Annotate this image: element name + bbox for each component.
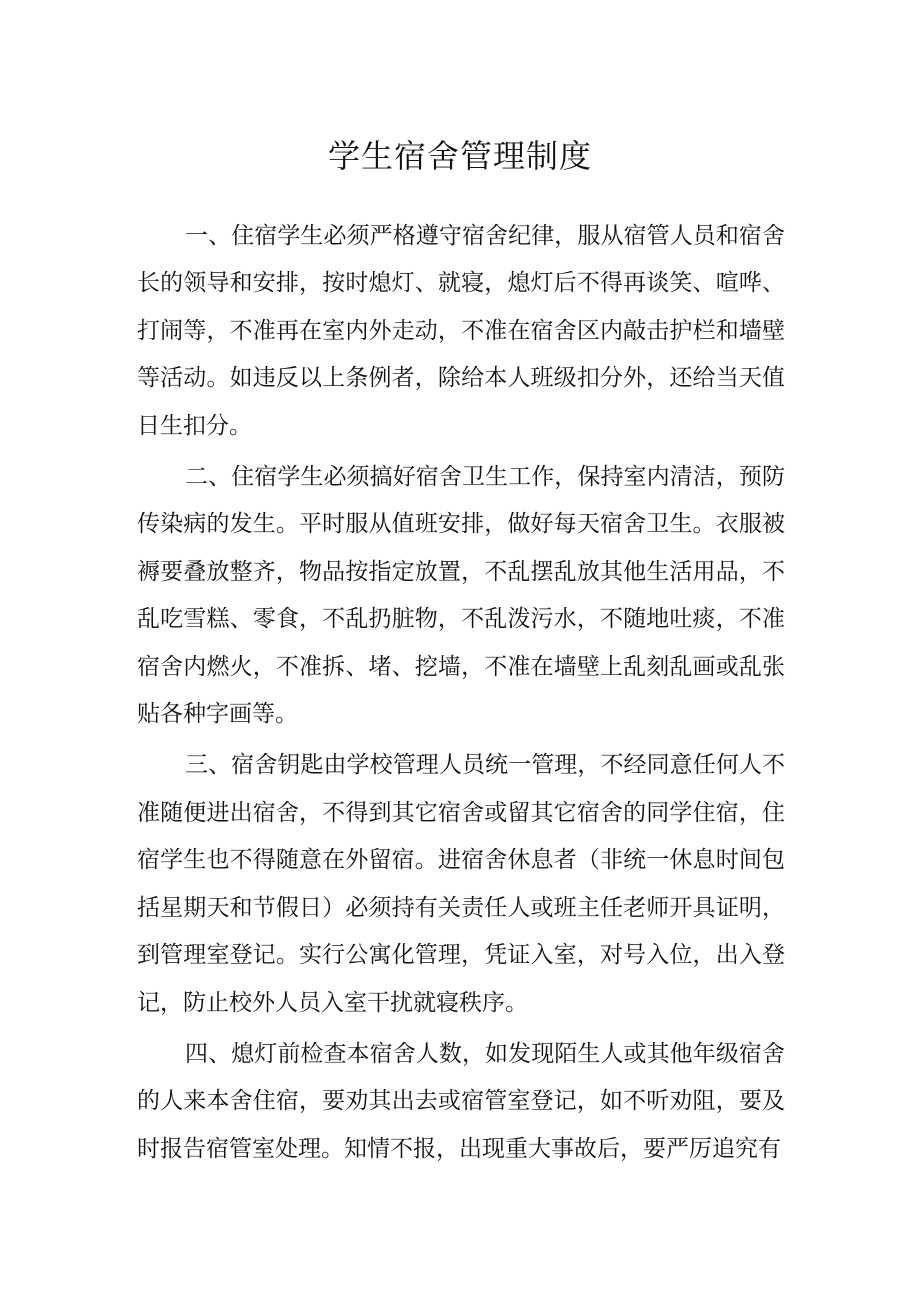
rule-paragraph-1: 一、住宿学生必须严格遵守宿舍纪律，服从宿管人员和宿舍长的领导和安排，按时熄灯、就寝，熄灯后不得再谈笑、喧哗、打闹等，不准再在室内外走动，不准在宿舍区内敲击护栏和墙壁等活动。如违反以上条例者，除给本人班级扣分外，还给当天值日生扣分。 [137, 223, 785, 439]
rule-paragraph-4: 四、熄灯前检查本宿舍人数，如发现陌生人或其他年级宿舍的人来本舍住宿，要劝其出去或宿管室登记，如不听劝阻，要及时报告宿管室处理。知情不报，出现重大事故后，要严厉追究有 [137, 1040, 785, 1162]
document-body [137, 213, 785, 1177]
rule-paragraph-3: 三、宿舍钥匙由学校管理人员统一管理，不经同意任何人不准随便进出宿舍，不得到其它宿舍或留其它宿舍的同学住宿，住宿学生也不得随意在外留宿。进宿舍休息者（非统一休息时间包括星期天和节假日）必须持有关责任人或班主任老师开具证明，到管理室登记。实行公寓化管理，凭证入室，对号入位，出入登记，防止校外人员入室干扰就寝秩序。 [137, 752, 785, 1016]
document-title: 学生宿舍管理制度 [327, 137, 592, 175]
rule-paragraph-2: 二、住宿学生必须搞好宿舍卫生工作，保持室内清洁，预防传染病的发生。平时服从值班安排，做好每天宿舍卫生。衣服被褥要叠放整齐，物品按指定放置，不乱摆乱放其他生活用品，不乱吃雪糕、零食，不乱扔脏物，不乱泼污水，不随地吐痰，不准宿舍内燃火，不准拆、堵、挖墙，不准在墙壁上乱刻乱画或乱张贴各种字画等。 [137, 464, 785, 728]
